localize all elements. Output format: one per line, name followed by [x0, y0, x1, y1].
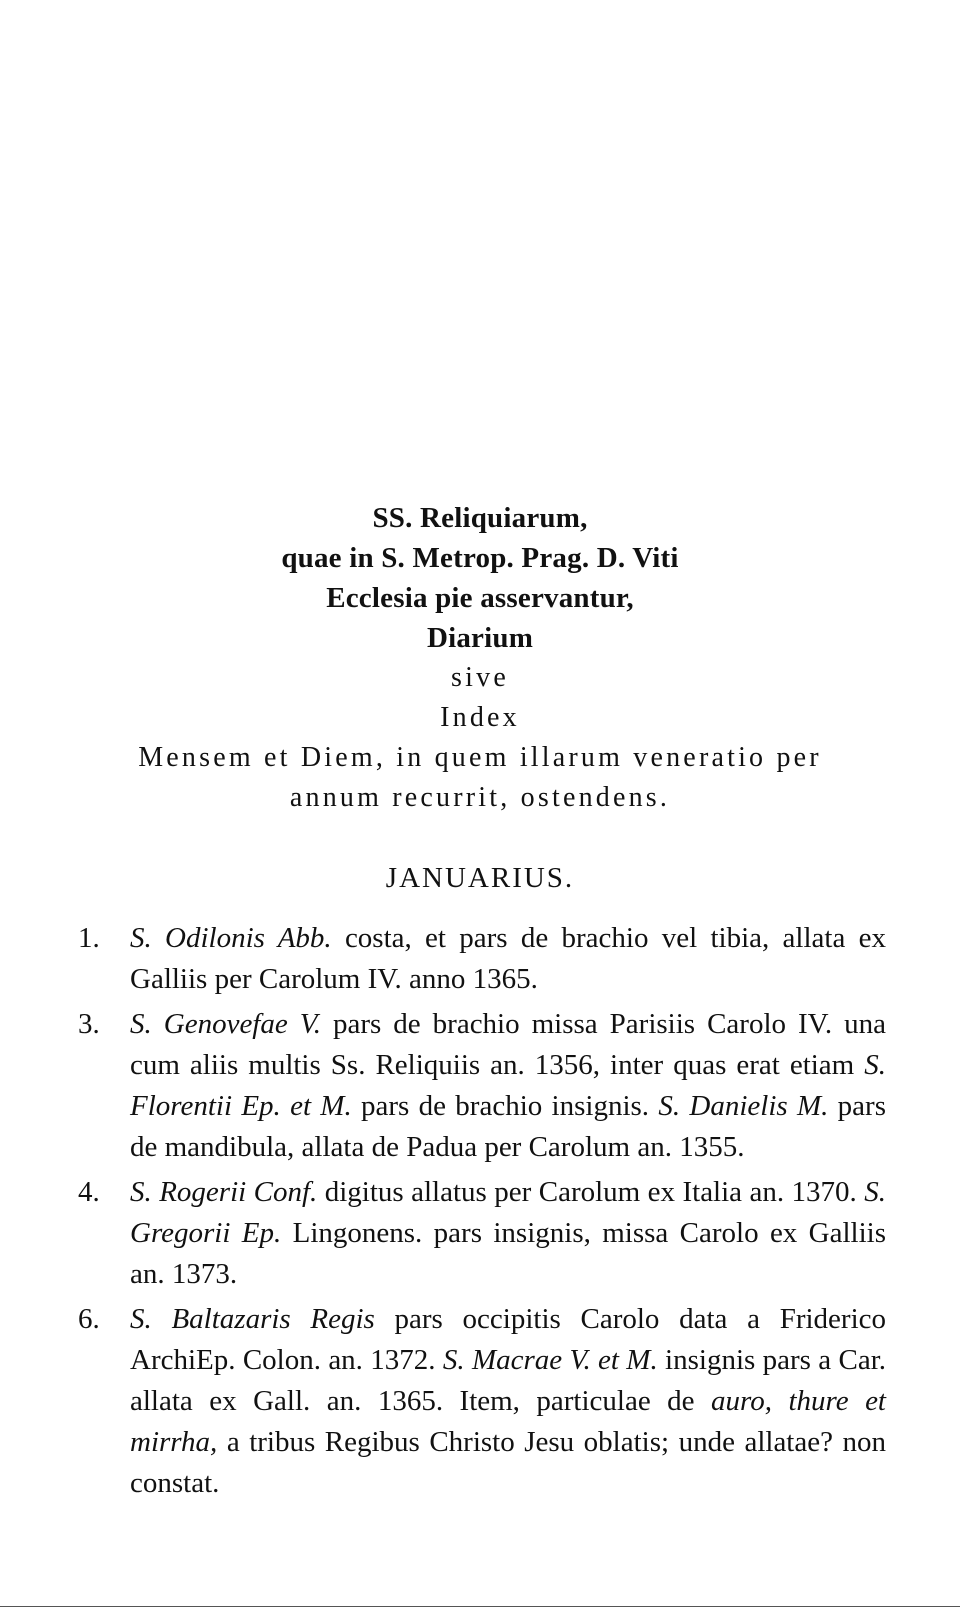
title-line-5: sive — [451, 662, 509, 693]
entry-text-run: pars occipitis Carolo data a Friderico ArchiEp. Colon. an. 1372. — [130, 1303, 886, 1376]
entry-text-run: pars de brachio missa Parisiis Carolo IV. una cum aliis multis Ss. Reliquiis an. 1356, inter quas erat etiam — [130, 1008, 886, 1081]
title-line-8: annum recurrit, ostendens. — [289, 782, 671, 813]
entry-text — [130, 918, 886, 1000]
title-line-2: quae in S. Metrop. Prag. D. Viti — [281, 542, 679, 574]
title-line-1: SS. Reliquiarum, — [372, 502, 588, 534]
title-line-4: Diarium — [426, 622, 534, 654]
title-line-7: Mensem et Diem, in quem illarum veneratio per — [138, 742, 822, 773]
entry-text-run: Lingonens. pars insignis, missa Carolo ex Galliis an. 1373. — [130, 1217, 887, 1290]
entry-text — [130, 1299, 886, 1504]
entry-day-1 — [78, 918, 886, 1000]
entry-day-4 — [78, 1172, 886, 1295]
entry-number: 3. — [78, 1008, 100, 1040]
saint-name: auro, thure et mirrha, — [130, 1385, 886, 1458]
title-block — [0, 498, 960, 818]
entry-text-run: costa, et pars de brachio vel tibia, allata ex Galliis per Carolum IV. anno 1365. — [130, 922, 886, 995]
saint-name: S. Rogerii Conf. — [130, 1176, 318, 1208]
entry-text-run: pars de brachio insignis. — [351, 1090, 659, 1122]
page-bottom-rule — [0, 1606, 960, 1607]
month-heading: JANUARIUS. — [385, 862, 575, 894]
entry-number: 4. — [78, 1176, 100, 1208]
saint-name: S. Odilonis Abb. — [130, 922, 332, 954]
entry-text — [130, 1172, 886, 1295]
entry-text-run: insignis pars a Car. allata ex Gall. an. 1365. Item, particulae de — [130, 1344, 886, 1417]
entry-text-run: pars de mandibula, allata de Padua per Carolum an. 1355. — [130, 1090, 886, 1163]
entry-number: 1. — [78, 922, 100, 954]
saint-name: S. Genovefae V. — [130, 1008, 321, 1040]
saint-name: S. Florentii Ep. et M. — [130, 1049, 886, 1122]
saint-name: S. Macrae V. et M. — [442, 1344, 658, 1376]
entry-day-3 — [78, 1004, 886, 1168]
entries-list — [78, 918, 886, 1508]
entry-number: 6. — [78, 1303, 100, 1335]
entry-text-run: digitus allatus per Carolum ex Italia an. 1370. — [317, 1176, 865, 1208]
entry-day-6 — [78, 1299, 886, 1504]
saint-name: S. Baltazaris Regis — [130, 1303, 375, 1335]
saint-name: S. Gregorii Ep. — [130, 1176, 886, 1249]
entry-text-run: a tribus Regibus Christo Jesu oblatis; unde allatae? non constat. — [130, 1426, 886, 1499]
entry-text — [130, 1004, 886, 1168]
title-line-6: Index — [440, 702, 520, 733]
title-line-3: Ecclesia pie asservantur, — [326, 582, 634, 614]
saint-name: S. Danielis M. — [658, 1090, 829, 1122]
